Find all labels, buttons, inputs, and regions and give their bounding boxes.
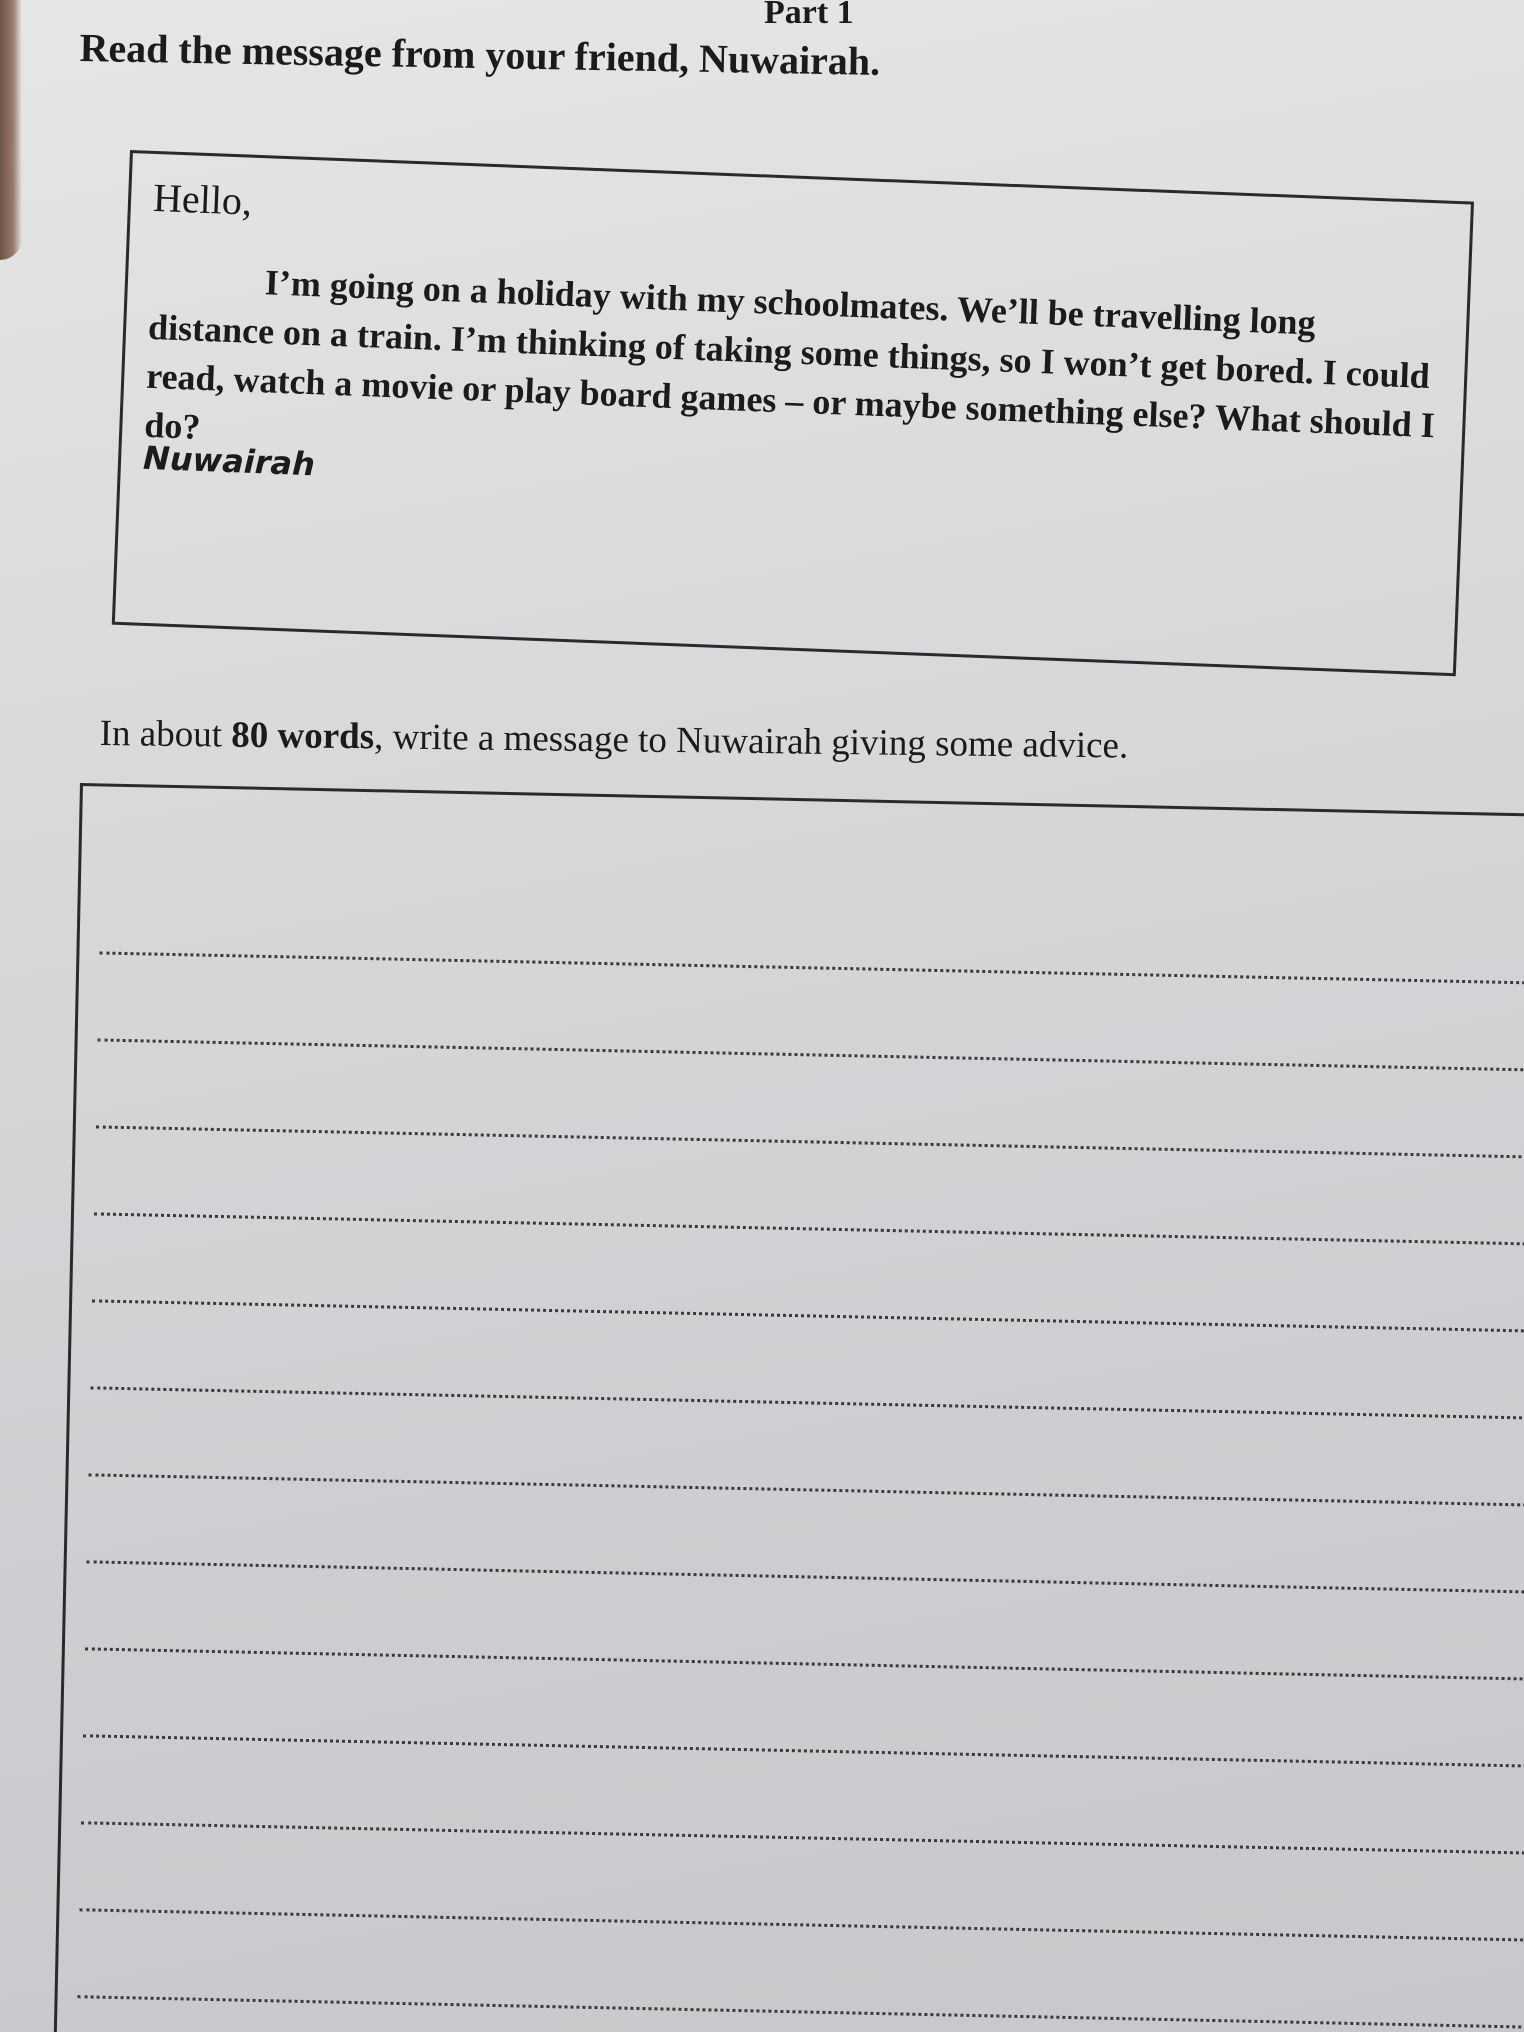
answer-lines xyxy=(75,786,1524,2032)
answer-line[interactable] xyxy=(79,1908,1524,1942)
reading-instruction: Read the message from your friend, Nuwairah. xyxy=(79,24,881,84)
task-prefix: In about xyxy=(99,712,232,756)
answer-line[interactable] xyxy=(90,1386,1524,1420)
task-suffix: , write a message to Nuwairah giving some advice. xyxy=(373,716,1129,767)
answer-line[interactable] xyxy=(83,1734,1524,1768)
message-signature: Nuwairah xyxy=(142,438,316,484)
message-body: I’m going on a holiday with my schoolmates. We’ll be travelling long distance on a train. I’m thinking of taking some things, so I won’t get bored. I could read, watch a movie or play board games – or maybe something else? What should I do? xyxy=(143,262,1436,447)
task-word-count: 80 words xyxy=(231,714,375,758)
answer-line[interactable] xyxy=(92,1299,1524,1333)
page-edge-shadow xyxy=(0,0,22,260)
message-greeting: Hello, xyxy=(152,174,253,224)
answer-line[interactable] xyxy=(88,1473,1524,1507)
answer-line[interactable] xyxy=(85,1647,1524,1681)
answer-line[interactable] xyxy=(99,951,1524,985)
answer-line[interactable] xyxy=(78,1995,1524,2029)
answer-box[interactable] xyxy=(52,783,1524,2032)
writing-task xyxy=(99,712,1128,768)
answer-line[interactable] xyxy=(87,1560,1524,1594)
answer-line[interactable] xyxy=(98,1038,1524,1072)
answer-line[interactable] xyxy=(96,1125,1524,1159)
answer-line[interactable] xyxy=(94,1212,1524,1246)
answer-line[interactable] xyxy=(81,1821,1524,1855)
part-title: Part 1 xyxy=(764,0,854,31)
friend-message-box xyxy=(112,150,1474,676)
